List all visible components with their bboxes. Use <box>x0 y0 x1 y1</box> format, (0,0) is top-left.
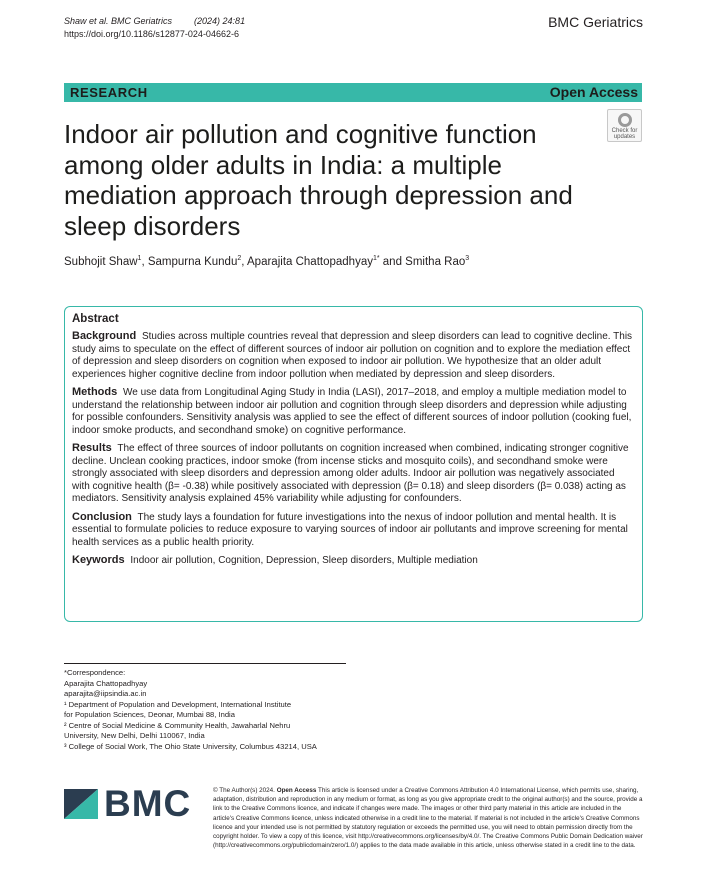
open-access-label: Open Access <box>549 84 638 100</box>
abstract-text: The study lays a foundation for future investigations into the nexus of indoor pollution and mental health. It is essential to formulate policies to reduce exposure to varying sources of indoor air pollutants and improve screening for mental health services as a public health priority. <box>72 511 628 548</box>
footnote-line: ¹ Department of Population and Development, International Institute <box>64 699 292 709</box>
abstract-results <box>72 442 635 506</box>
footnote-line: ³ College of Social Work, The Ohio State University, Columbus 43214, USA <box>64 741 317 751</box>
author-affil: 1* <box>372 255 380 263</box>
bmc-logo-text: BMC <box>104 783 192 824</box>
abstract-label: Methods <box>72 386 118 398</box>
license-statement <box>213 786 643 850</box>
author-sep: , <box>241 256 248 268</box>
bmc-logo <box>64 783 204 824</box>
running-header <box>64 15 245 41</box>
abstract-keywords <box>72 554 635 568</box>
footnote-line: for Population Sciences, Deonar, Mumbai 88, India <box>64 710 235 719</box>
footnote-divider <box>64 663 346 664</box>
author-name[interactable]: Subhojit Shaw <box>64 256 138 268</box>
year-volume: (2024) 24:81 <box>194 16 246 26</box>
license-text: This article is licensed under a Creative Commons Attribution 4.0 International License, which permits use, sharing, adaptation, distribution and reproduction in any medium or format, as long as you give appropriate credit to the original author(s) and the source, provide a link to the Creative Commons licence, and indicate if changes were made. The images or other third party material in this article are included in the article's Creative Commons licence, unless indicated otherwise in a credit line to the material. If material is not included in the article's Creative Commons licence and your intended use is not permitted by statutory regulation or exceeds the permitted use, you will need to obtain permission directly from the copyright holder. To view a copy of this licence, visit http://creativecommons.org/licenses/by/4.0/. The Creative Commons Public Domain Dedication waiver (http://creativecommons.org/publicdomain/zero/1.0/) applies to the data made available in this article, unless otherwise stated in a credit line to the data. <box>213 787 643 850</box>
check-updates-icon <box>618 113 632 127</box>
check-updates-line2: updates <box>613 134 636 140</box>
abstract-text: Studies across multiple countries reveal that depression and sleep disorders can lead to cognitive decline. This study aims to speculate on the effect of different sources of indoor air pollution on cognition and to explore the mediation effect of depression and sleep disorders on cognition when exposed to indoor air pollution. We hypothesize that an older adult experiences higher cognitive decline from indoor pollution when mediated by depression and sleep disorders. <box>72 331 633 380</box>
abstract-conclusion <box>72 511 635 550</box>
author-affil: 2 <box>237 255 242 263</box>
footnote-line: *Correspondence: <box>64 668 126 677</box>
correspondence-email[interactable]: aparajita@iipsindia.ac.in <box>64 689 147 698</box>
author-affil: 1 <box>137 255 142 263</box>
footnotes <box>64 668 317 752</box>
abstract-methods <box>72 386 635 437</box>
section-banner <box>64 83 642 102</box>
author-list <box>64 256 469 268</box>
author-sep: and <box>379 256 406 268</box>
check-for-updates-badge[interactable] <box>607 109 642 142</box>
keywords-text: Indoor air pollution, Cognition, Depression, Sleep disorders, Multiple mediation <box>130 555 478 566</box>
author-affil: 3 <box>465 255 470 263</box>
check-updates-line1: Check for <box>611 128 638 134</box>
journal-citation: Shaw et al. BMC Geriatrics <box>64 16 173 26</box>
author-sep: , <box>141 256 148 268</box>
footnote-line: University, New Delhi, Delhi 110067, India <box>64 731 205 740</box>
section-label: RESEARCH <box>70 85 148 100</box>
license-open-access: Open Access <box>276 787 317 794</box>
footnote-line: Aparajita Chattopadhyay <box>64 678 148 688</box>
author-name[interactable]: Aparajita Chattopadhyay <box>247 256 373 268</box>
abstract-box <box>64 306 643 622</box>
license-lead: © The Author(s) 2024. <box>213 787 275 794</box>
author-name[interactable]: Smitha Rao <box>405 256 466 268</box>
article-title: Indoor air pollution and cognitive function among older adults in India: a multiple mediation approach through depression and sleep disorders <box>64 119 573 241</box>
author-name[interactable]: Sampurna Kundu <box>147 256 238 268</box>
bmc-logo-icon <box>64 789 98 819</box>
abstract-heading: Abstract <box>72 313 119 325</box>
abstract-text: We use data from Longitudinal Aging Study in India (LASI), 2017–2018, and employ a multiple mediation model to understand the relationship between indoor air pollution and cognition through sleep disorders and depression while adjusting for possible confounders. Sensitivity analysis was applied to see the effect of different sources of indoor pollution (cooking fuel, indoor smoke products, and secondhand smoke) on cognitive performance. <box>72 387 632 436</box>
doi-link[interactable]: https://doi.org/10.1186/s12877-024-04662-6 <box>64 29 239 39</box>
abstract-label: Keywords <box>72 554 125 566</box>
abstract-background <box>72 330 635 381</box>
abstract-label: Conclusion <box>72 510 132 523</box>
footnote-line: ² Centre of Social Medicine & Community Health, Jawaharlal Nehru <box>64 720 291 730</box>
abstract-label: Background <box>72 330 137 342</box>
abstract-text: The effect of three sources of indoor pollutants on cognition increased when combined, indicating stronger cognitive decline. Unclean cooking practices, indoor smoke (from incense sticks and mosquito coils), and secondhand smoke were strongly associated with sleep disorders and depression among older adults. Indoor air pollution was negatively associated with cognitive health (β= -0.38) while positively associated with depression (β= 0.18) and sleep disorders (β= 0.038) acting as mediators. Sensitivity analysis explained 45% variability while adjusting for confounders. <box>72 443 629 504</box>
abstract-label: Results <box>72 442 112 454</box>
journal-name: BMC Geriatrics <box>548 14 643 30</box>
